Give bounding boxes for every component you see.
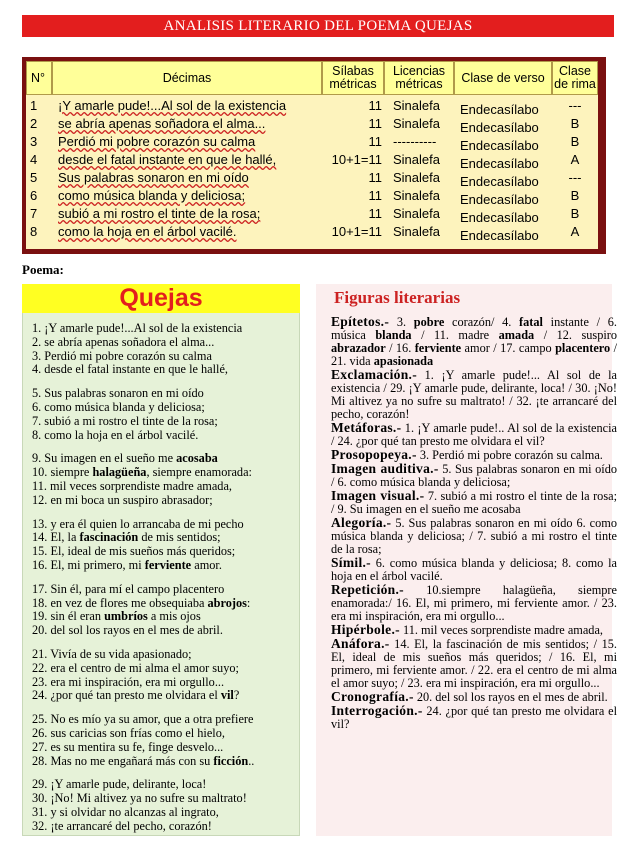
- text-run: 12. en mi boca un suspiro abrasador;: [32, 492, 213, 507]
- figure-name: Símil.-: [331, 555, 371, 570]
- column-licencias: [393, 97, 453, 241]
- text-run: 27. es su mentira su fe, finge desvelo...: [32, 739, 224, 754]
- header-clase-rima: Clase de rima: [552, 61, 598, 95]
- text-run: amor / 17. campo: [461, 341, 556, 355]
- table-cell-clase: Endecasílabo: [460, 210, 539, 225]
- poem-line: [32, 322, 296, 336]
- bold-word: abrojos: [207, 595, 247, 610]
- poem-line: [32, 792, 296, 806]
- poem-line: [32, 480, 296, 494]
- table-cell-sil: 11: [368, 188, 382, 203]
- poem-line: [32, 689, 296, 703]
- bold-word: umbríos: [104, 609, 148, 624]
- table-cell-clase: Endecasílabo: [460, 192, 539, 207]
- header-num: N°: [26, 61, 52, 95]
- poem-line: [32, 415, 296, 429]
- table-cell-verse: ¡Y amarle pude!...Al sol de la existencia: [58, 98, 287, 113]
- figure-entry: [331, 623, 617, 637]
- text-run: 28. Mas no me engañará más con su: [32, 753, 214, 768]
- table-cell-n: 6: [30, 188, 38, 203]
- table-cell-n: 7: [30, 206, 38, 221]
- bold-word: pobre: [413, 315, 445, 329]
- table-cell-clase: Endecasílabo: [460, 138, 539, 153]
- stanza: [32, 713, 296, 768]
- column-clase-rima: [552, 97, 598, 241]
- column-num: [30, 97, 52, 241]
- poem-line: [32, 531, 296, 545]
- figure-entry: [331, 556, 617, 583]
- bold-word: ferviente: [414, 341, 462, 355]
- text-run: 6. como música blanda y deliciosa;: [32, 399, 205, 414]
- table-cell-verse: como la hoja en el árbol vacilé.: [58, 224, 237, 239]
- poema-label: Poema:: [22, 262, 64, 277]
- table-cell-verse: desde el fatal instante en que le hallé,: [58, 152, 277, 167]
- column-silabas: [322, 97, 382, 241]
- stanza: [32, 452, 296, 507]
- header-licencias: Licencias métricas: [384, 61, 454, 95]
- stanza: [32, 518, 296, 573]
- text-run: 7. subió a mi rostro el tinte de la rosa;: [32, 413, 218, 428]
- poem-line: [32, 466, 296, 480]
- header-silabas: Sílabas métricas: [322, 61, 384, 95]
- text-run: 2. se abría apenas soñadora el alma...: [32, 334, 215, 349]
- bold-word: vil: [220, 688, 234, 703]
- figure-entry: [331, 489, 617, 516]
- table-cell-clase: Endecasílabo: [460, 228, 539, 243]
- text-run: 31. y si olvidar no alcanzas al ingrato,: [32, 804, 219, 819]
- text-run: 3. Perdió mi pobre corazón su calma: [32, 348, 212, 363]
- figure-entry: [331, 516, 617, 556]
- text-run: :: [246, 595, 251, 610]
- text-run: 11. mil veces sorprendiste madre amada,: [399, 623, 603, 637]
- bold-word: apasionada: [373, 354, 434, 368]
- figure-name: Epítetos.-: [331, 314, 390, 329]
- text-run: a mis ojos: [147, 609, 201, 624]
- table-cell-sil: 11: [368, 206, 382, 221]
- column-verses: [58, 97, 320, 241]
- text-run: 8. como la hoja en el árbol vacilé.: [32, 427, 199, 442]
- text-run: 25. No es mío ya su amor, que a otra prefiere: [32, 712, 254, 727]
- table-cell-n: 2: [30, 116, 38, 131]
- text-run: 19. sin él eran: [32, 609, 105, 624]
- bold-word: placentero: [555, 341, 611, 355]
- table-cell-clase: Endecasílabo: [460, 156, 539, 171]
- text-run: 32. ¡te arrancaré del pecho, corazón!: [32, 818, 212, 833]
- text-run: corazón/ 4.: [444, 315, 520, 329]
- poem-line: [32, 559, 296, 573]
- header-clase-verso: Clase de verso: [454, 61, 552, 95]
- stanza: [32, 387, 296, 442]
- figure-entry: [331, 315, 617, 368]
- bold-word: abrazador: [331, 341, 386, 355]
- figure-name: Anáfora.-: [331, 636, 390, 651]
- table-cell-lic: Sinalefa: [393, 206, 440, 221]
- table-cell-sil: 10+1=11: [331, 152, 382, 167]
- poem-line: [32, 610, 296, 624]
- text-run: 20. del sol los rayos en el mes de abril.: [32, 623, 223, 638]
- page-banner-title: ANALISIS LITERARIO DEL POEMA QUEJAS: [22, 15, 614, 37]
- stanza: [32, 648, 296, 703]
- table-cell-verse: subió a mi rostro el tinte de la rosa;: [58, 206, 261, 221]
- text-run: 22. era el centro de mi alma el amor suyo;: [32, 660, 239, 675]
- poem-line: [32, 741, 296, 755]
- figure-entry: [331, 690, 617, 704]
- table-cell-lic: Sinalefa: [393, 98, 440, 113]
- table-cell-lic: Sinalefa: [393, 224, 440, 239]
- table-cell-sil: 11: [368, 134, 382, 149]
- table-cell-verse: Perdió mi pobre corazón su calma: [58, 134, 256, 149]
- text-run: 11. mil veces sorprendiste madre amada,: [32, 478, 232, 493]
- table-cell-lic: Sinalefa: [393, 116, 440, 131]
- figure-entry: [331, 462, 617, 489]
- text-run: ?: [233, 688, 240, 703]
- text-run: 9. Su imagen en el sueño me: [32, 451, 177, 466]
- text-run: 7. subió a mi rostro el tinte de la rosa; / 9. Su imagen en el sueño me acosaba: [331, 489, 617, 516]
- table-cell-n: 1: [30, 98, 38, 113]
- text-run: 6. como música blanda y deliciosa; 8. como la hoja en el árbol vacilé.: [331, 556, 617, 583]
- poem-line: [32, 545, 296, 559]
- text-run: ..: [248, 753, 255, 768]
- poem-line: [32, 727, 296, 741]
- figures-title: Figuras literarias: [334, 288, 461, 307]
- table-cell-verse: se abría apenas soñadora el alma...: [58, 116, 266, 131]
- bold-word: ferviente: [144, 557, 192, 572]
- text-run: 3. Perdió mi pobre corazón su calma.: [416, 448, 603, 462]
- stanza: [32, 778, 296, 833]
- text-run: / 11. madre: [411, 328, 499, 342]
- table-cell-rima: ---: [568, 98, 582, 113]
- stanza: [32, 583, 296, 638]
- table-cell-n: 5: [30, 170, 38, 185]
- text-run: 30. ¡No! Mi altivez ya no sufre su maltrato!: [32, 791, 247, 806]
- text-run: 10.siempre halagüeña, siempre enamorada:/ 16. El, mi primero, mi ferviente amor. / 23. era mi inspiración, era mi orgullo...: [331, 583, 617, 623]
- poem-line: [32, 648, 296, 662]
- text-run: 26. sus caricias son frías como el hielo,: [32, 725, 225, 740]
- text-run: amor.: [191, 557, 222, 572]
- figures-list: [331, 315, 617, 731]
- poem-line: [32, 713, 296, 727]
- text-run: 5. Sus palabras sonaron en mi oído / 6. como música blanda y deliciosa;: [331, 462, 618, 489]
- table-cell-sil: 11: [368, 116, 382, 131]
- table-cell-clase: Endecasílabo: [460, 102, 539, 117]
- table-cell-rima: B: [570, 134, 580, 149]
- table-cell-verse: Sus palabras sonaron en mi oído: [58, 170, 249, 185]
- poem-line: [32, 778, 296, 792]
- bold-word: fascinación: [79, 530, 139, 545]
- figure-entry: [331, 704, 617, 731]
- poem-line: [32, 401, 296, 415]
- figure-name: Prosopopeya.-: [331, 447, 417, 462]
- poem-line: [32, 624, 296, 638]
- poem-line: [32, 452, 296, 466]
- figure-name: Hipérbole.-: [331, 622, 400, 637]
- text-run: 21. Vivía de su vida apasionado;: [32, 646, 192, 661]
- poem-title: Quejas: [22, 284, 300, 313]
- text-run: 5. Sus palabras sonaron en mi oído: [32, 386, 204, 401]
- table-cell-lic: ----------: [393, 134, 437, 149]
- poem-line: [32, 350, 296, 364]
- text-run: 14. El, la: [32, 530, 80, 545]
- table-cell-rima: B: [570, 116, 580, 131]
- table-cell-verse: como música blanda y deliciosa;: [58, 188, 246, 203]
- table-cell-rima: ---: [568, 170, 582, 185]
- table-cell-clase: Endecasílabo: [460, 174, 539, 189]
- figure-name: Interrogación.-: [331, 703, 423, 718]
- bold-word: acosaba: [176, 451, 218, 466]
- table-cell-lic: Sinalefa: [393, 170, 440, 185]
- text-run: 1. ¡Y amarle pude!.. Al sol de la existencia / 24. ¿por qué tan presto me olvidara el vil?: [331, 421, 617, 448]
- bold-word: blanda: [375, 328, 412, 342]
- poem-line: [32, 676, 296, 690]
- poem-line: [32, 336, 296, 350]
- figure-name: Exclamación.-: [331, 367, 418, 382]
- table-cell-n: 4: [30, 152, 38, 167]
- table-cell-n: 3: [30, 134, 38, 149]
- text-run: de mis sentidos;: [138, 530, 221, 545]
- table-cell-sil: 11: [368, 170, 382, 185]
- text-run: instante / 6. música: [331, 315, 617, 342]
- bold-word: ficción: [213, 753, 249, 768]
- text-run: / 21. vida: [331, 341, 618, 368]
- text-run: 3.: [389, 315, 414, 329]
- header-decimas: Décimas: [52, 61, 322, 95]
- text-run: 4. desde el fatal instante en que le hallé,: [32, 362, 228, 377]
- text-run: 14. El, la fascinación de mis sentidos; / 15. El, ideal de mis sueños más queridos; / 16. El, mi primero, mi ferviente amor. / 22. era el centro de mi alma el amor suyo; / 23. era mi inspiración, era mi orgullo...: [331, 637, 617, 690]
- text-run: 29. ¡Y amarle pude, delirante, loca!: [32, 777, 207, 792]
- column-clase-verso: [460, 101, 552, 245]
- figure-name: Imagen auditiva.-: [331, 461, 439, 476]
- poem-line: [32, 597, 296, 611]
- text-run: 15. El, ideal de mis sueños más queridos;: [32, 544, 236, 559]
- table-cell-rima: A: [570, 224, 580, 239]
- text-run: 13. y era él quien lo arrancaba de mi pecho: [32, 516, 244, 531]
- figure-entry: [331, 637, 617, 690]
- table-cell-lic: Sinalefa: [393, 188, 440, 203]
- text-run: 24. ¿por qué tan presto me olvidara el: [32, 688, 221, 703]
- poem-line: [32, 583, 296, 597]
- poem-line: [32, 387, 296, 401]
- table-cell-clase: Endecasílabo: [460, 120, 539, 135]
- text-run: 5. Sus palabras sonaron en mi oído 6. como música blanda y deliciosa; / 7. subió a mi rostro el tinte de la rosa;: [331, 516, 617, 556]
- text-run: 10. siempre: [32, 465, 93, 480]
- poem-line: [32, 755, 296, 769]
- text-run: 24. ¿por qué tan presto me olvidara el vil?: [331, 704, 617, 731]
- bold-word: amada: [498, 328, 535, 342]
- poem-line: [32, 494, 296, 508]
- figure-name: Repetición.-: [331, 582, 404, 597]
- text-run: 20. del sol los rayos en el mes de abril.: [413, 690, 608, 704]
- bold-word: halagüeña: [92, 465, 147, 480]
- poem-text: [32, 322, 296, 844]
- figure-name: Cronografía.-: [331, 689, 414, 704]
- text-run: , siempre enamorada:: [146, 465, 252, 480]
- analysis-table: [22, 57, 606, 254]
- text-run: 17. Sin él, para mí el campo placentero: [32, 581, 225, 596]
- figure-entry: [331, 368, 617, 421]
- table-cell-rima: B: [570, 206, 580, 221]
- text-run: 16. El, mi primero, mi: [32, 557, 145, 572]
- analysis-table-body: [26, 61, 598, 249]
- bold-word: fatal: [519, 315, 543, 329]
- figure-entry: [331, 421, 617, 448]
- figure-entry: [331, 448, 617, 462]
- table-cell-sil: 11: [368, 98, 382, 113]
- table-cell-n: 8: [30, 224, 38, 239]
- figure-name: Imagen visual.-: [331, 488, 425, 503]
- poem-line: [32, 662, 296, 676]
- text-run: 23. era mi inspiración, era mi orgullo...: [32, 674, 225, 689]
- poem-line: [32, 518, 296, 532]
- text-run: / 12. suspiro: [534, 328, 618, 342]
- table-cell-sil: 10+1=11: [331, 224, 382, 239]
- poem-line: [32, 820, 296, 834]
- text-run: 1. ¡Y amarle pude!... Al sol de la existencia / 29. ¡Y amarle pude, delirante, loca! / 30. ¡No! Mi altivez ya no sufre su maltrato! / 32. ¡te arrancaré del pecho, corazón!: [331, 368, 617, 421]
- text-run: 18. en vez de flores me obsequiaba: [32, 595, 208, 610]
- poem-line: [32, 429, 296, 443]
- text-run: / 16.: [385, 341, 415, 355]
- text-run: 1. ¡Y amarle pude!...Al sol de la existencia: [32, 321, 243, 335]
- stanza: [32, 322, 296, 377]
- table-cell-rima: B: [570, 188, 580, 203]
- table-cell-lic: Sinalefa: [393, 152, 440, 167]
- figure-name: Alegoría.-: [331, 515, 392, 530]
- figure-entry: [331, 583, 617, 623]
- poem-line: [32, 363, 296, 377]
- poem-line: [32, 806, 296, 820]
- table-cell-rima: A: [570, 152, 580, 167]
- figure-name: Metáforas.-: [331, 420, 402, 435]
